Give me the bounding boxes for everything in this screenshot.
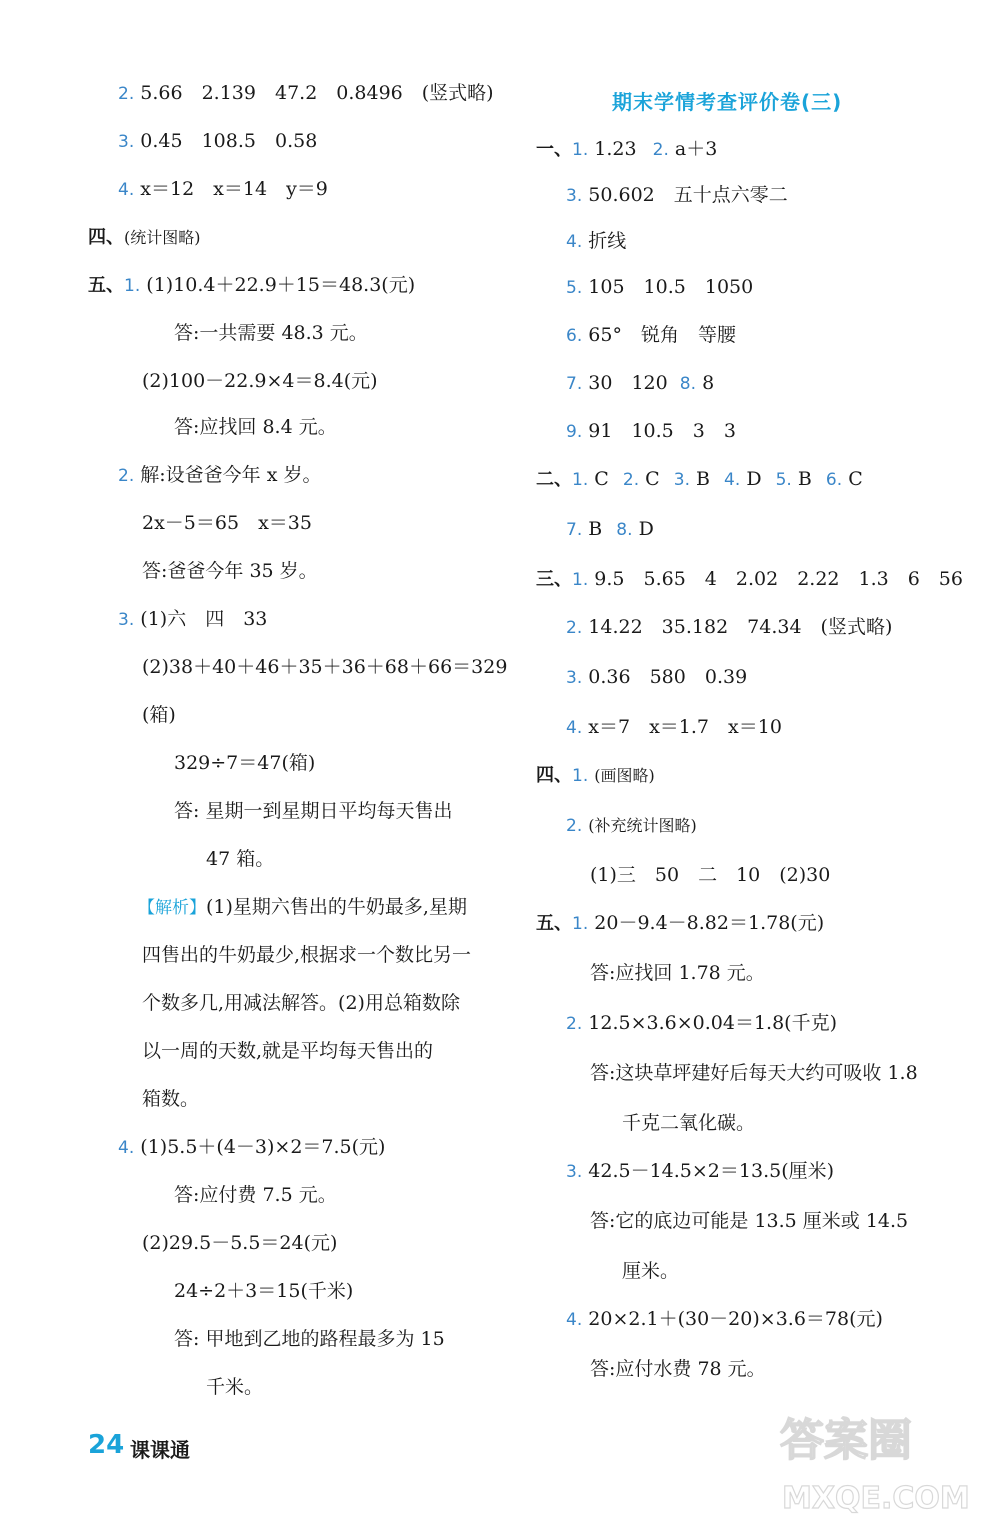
watermark-url: MXQE.COM (782, 1481, 970, 1516)
item-number: 1. (572, 766, 589, 786)
item-number: 5. (775, 470, 792, 490)
item-number: 2. (566, 816, 583, 836)
answer-text: (统计图略) (124, 228, 201, 247)
answer-text: 解:设爸爸今年 x 岁。 (140, 464, 322, 486)
answer-line (566, 274, 753, 301)
answer-text: 12.5×3.6×0.04＝1.8(千克) (588, 1012, 837, 1034)
answer-line: 329÷7＝47(箱) (174, 752, 316, 774)
answer-text: D (746, 468, 762, 490)
answer-line (566, 664, 747, 691)
answer-text: 30 120 (588, 372, 668, 394)
answer-line: 答:这块草坪建好后每天大约可吸收 1.8 (590, 1062, 918, 1084)
answer-text: B (797, 468, 812, 490)
answer-line (566, 228, 626, 255)
section-line (88, 224, 201, 251)
item-number: 3. (673, 470, 690, 490)
item-number: 2. (652, 140, 669, 160)
item-number: 1. (572, 470, 589, 490)
answer-text: C (848, 468, 863, 490)
answer-line (566, 812, 697, 839)
section-number: 五、 (88, 275, 124, 296)
answer-text: x＝7 x＝1.7 x＝10 (588, 716, 782, 738)
section-number: 三、 (536, 569, 572, 590)
analysis-line: 四售出的牛奶最少,根据求一个数比另一 (142, 944, 472, 966)
item-number: 7. (566, 520, 583, 540)
answer-line (118, 606, 267, 633)
answer-line: 47 箱。 (206, 848, 275, 870)
section-number: 一、 (536, 139, 572, 160)
answer-line (566, 1306, 883, 1333)
item-number: 3. (118, 132, 135, 152)
answer-line: 答:爸爸今年 35 岁。 (142, 560, 318, 582)
answer-line: 答:应付水费 78 元。 (590, 1358, 766, 1380)
answer-line (566, 1158, 834, 1185)
answer-line: 答:应找回 1.78 元。 (590, 962, 765, 984)
section-line (536, 762, 655, 789)
answer-text: (画图略) (594, 766, 655, 785)
analysis-line: 个数多几,用减法解答。(2)用总箱数除 (142, 992, 460, 1014)
answer-line: (箱) (142, 704, 176, 726)
answer-text: (1)10.4＋22.9＋15＝48.3(元) (146, 274, 416, 296)
answer-line: 答:应找回 8.4 元。 (174, 416, 337, 438)
answer-line (118, 462, 321, 489)
item-number: 4. (118, 180, 135, 200)
answer-text: (1)星期六售出的牛奶最多,星期 (206, 896, 467, 918)
section-number: 五、 (536, 913, 572, 934)
item-number: 3. (566, 186, 583, 206)
answer-line (118, 1134, 385, 1161)
item-number: 4. (566, 718, 583, 738)
item-number: 4. (724, 470, 741, 490)
answer-line (566, 322, 736, 349)
answer-text: 20×2.1＋(30－20)×3.6＝78(元) (588, 1308, 883, 1330)
item-number: 2. (118, 84, 135, 104)
answer-text: D (638, 518, 654, 540)
answer-text: 5.66 2.139 47.2 0.8496 (竖式略) (140, 82, 494, 104)
answer-text: C (645, 468, 660, 490)
answer-line: (1)三 50 二 10 (2)30 (590, 864, 831, 886)
answer-line (566, 714, 782, 741)
answer-line: 千米。 (206, 1376, 264, 1398)
page-number: 24 (88, 1430, 125, 1460)
answer-text: C (594, 468, 609, 490)
answer-text: (1)六 四 33 (140, 608, 268, 630)
item-number: 2. (566, 1014, 583, 1034)
answer-text: 91 10.5 3 3 (588, 420, 736, 442)
page-title: 期末学情考查评价卷(三) (612, 90, 843, 114)
item-number: 9. (566, 422, 583, 442)
item-number: 7. (566, 374, 583, 394)
answer-line (566, 614, 892, 641)
answer-line: 千克二氧化碳。 (622, 1112, 756, 1134)
book-name: 课课通 (130, 1438, 190, 1462)
answer-line (566, 182, 788, 209)
answer-line (566, 418, 736, 445)
item-number: 3. (566, 668, 583, 688)
analysis-tag: 【解析】 (138, 898, 206, 918)
item-number: 2. (622, 470, 640, 490)
item-number: 4. (566, 232, 583, 252)
answer-text: 65° 锐角 等腰 (588, 324, 736, 346)
answer-text: a＋3 (674, 138, 718, 160)
item-number: 4. (566, 1310, 583, 1330)
section-line (536, 136, 717, 163)
section-number: 四、 (88, 227, 124, 248)
answer-line: 2x－5＝65 x＝35 (142, 512, 312, 534)
answer-text: x＝12 x＝14 y＝9 (140, 178, 328, 200)
analysis-line (138, 894, 467, 921)
answer-line: 厘米。 (622, 1260, 680, 1282)
watermark-logo (770, 1380, 970, 1520)
answer-text: 14.22 35.182 74.34 (竖式略) (588, 616, 893, 638)
item-number: 6. (566, 326, 583, 346)
answer-text: (1)5.5＋(4－3)×2＝7.5(元) (140, 1136, 386, 1158)
watermark-text: 答案圈 (780, 1415, 912, 1466)
item-number: 4. (118, 1138, 135, 1158)
answer-line (566, 1010, 837, 1037)
answer-line: 24÷2＋3＝15(千米) (174, 1280, 354, 1302)
answer-text: 8 (702, 372, 715, 394)
item-number: 1. (124, 276, 141, 296)
section-line (536, 566, 963, 593)
answer-line: 答:应付费 7.5 元。 (174, 1184, 337, 1206)
item-number: 3. (566, 1162, 583, 1182)
answer-line: (2)38＋40＋46＋35＋36＋68＋66＝329 (142, 656, 508, 678)
analysis-line: 箱数。 (142, 1088, 200, 1110)
answer-text: 20－9.4－8.82＝1.78(元) (594, 912, 825, 934)
answer-text: 42.5－14.5×2＝13.5(厘米) (588, 1160, 835, 1182)
answer-text: 9.5 5.65 4 2.02 2.22 1.3 6 56 (594, 568, 963, 590)
item-number: 3. (118, 610, 135, 630)
item-number: 2. (566, 618, 583, 638)
item-number: 8. (616, 520, 633, 540)
answer-line: (2)100－22.9×4＝8.4(元) (142, 370, 378, 392)
item-number: 1. (572, 570, 589, 590)
answer-line: (2)29.5－5.5＝24(元) (142, 1232, 338, 1254)
item-number: 1. (572, 140, 589, 160)
answer-line: 答:一共需要 48.3 元。 (174, 322, 368, 344)
answer-text: 0.36 580 0.39 (588, 666, 748, 688)
answer-text: 1.23 (594, 138, 637, 160)
answer-line: 答: 甲地到乙地的路程最多为 15 (174, 1328, 445, 1350)
answer-text: B (588, 518, 603, 540)
item-number: 6. (825, 470, 843, 490)
section-number: 四、 (536, 765, 572, 786)
answer-line (118, 176, 328, 203)
answer-text: 50.602 五十点六零二 (588, 184, 788, 206)
answer-line (118, 128, 317, 155)
answer-line: 答: 星期一到星期日平均每天售出 (174, 800, 453, 822)
answer-line (118, 80, 494, 107)
analysis-line: 以一周的天数,就是平均每天售出的 (142, 1040, 434, 1062)
answer-line (566, 370, 714, 397)
answer-text: (补充统计图略) (588, 816, 697, 835)
answer-text: B (696, 468, 710, 490)
item-number: 2. (118, 466, 135, 486)
item-number: 5. (566, 278, 583, 298)
answer-line: 答:它的底边可能是 13.5 厘米或 14.5 (590, 1210, 909, 1232)
answer-text: 0.45 108.5 0.58 (140, 130, 318, 152)
answer-text: 折线 (588, 230, 627, 252)
item-number: 8. (679, 374, 697, 394)
section-line (88, 272, 415, 299)
item-number: 1. (572, 914, 589, 934)
section-number: 二、 (536, 469, 572, 490)
section-line (536, 910, 824, 937)
answer-text: 105 10.5 1050 (588, 276, 754, 298)
answer-line (566, 516, 654, 543)
section-line (536, 466, 863, 493)
